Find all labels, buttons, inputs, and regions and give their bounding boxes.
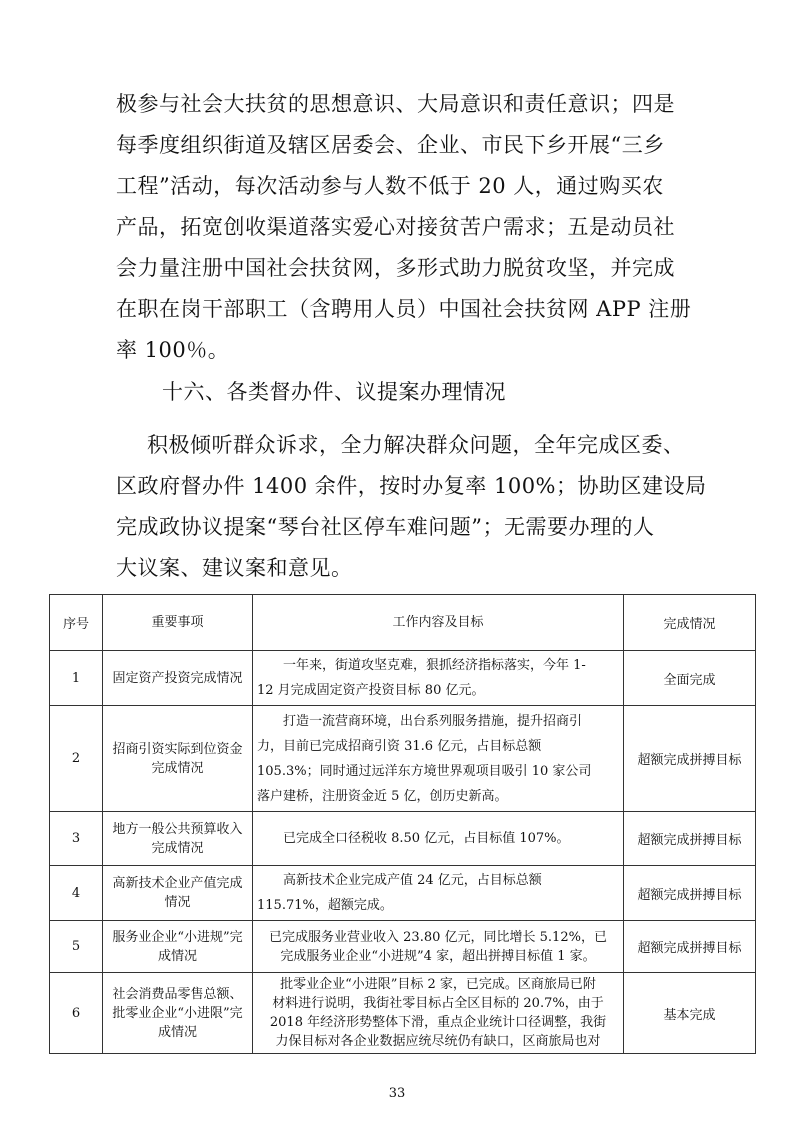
content-line: 力，目前已完成招商引资 31.6 亿元，占目标总额 (257, 738, 542, 754)
cell-content (253, 812, 624, 866)
cell-status: 基本完成 (624, 973, 756, 1054)
cell-item: 招商引资实际到位资金完成情况 (103, 706, 253, 812)
table-row (50, 706, 756, 812)
cell-content (253, 921, 624, 973)
content-line: 已完成全口径税收 8.50 亿元，占目标值 107%。 (283, 831, 570, 846)
cell-item: 社会消费品零售总额、批零业企业“小进限”完成情况 (103, 973, 253, 1054)
key-items-table (49, 594, 756, 1054)
text-line: 大议案、建议案和意见。 (116, 556, 353, 580)
content-line: 高新技术企业完成产值 24 亿元，占目标总额 (283, 873, 542, 888)
cell-no: 4 (50, 866, 103, 921)
content-line: 105.3%；同时通过远洋东方境世界观项目吸引 10 家公司 (257, 763, 592, 779)
cell-item: 高新技术企业产值完成情况 (103, 866, 253, 921)
cell-content (253, 706, 624, 812)
page-number: 33 (388, 1086, 406, 1101)
cell-item: 服务业企业“小进规”完成情况 (103, 921, 253, 973)
cell-content (253, 973, 624, 1054)
content-line: 完成服务业企业“小进规”4 家，超出拼搏目标值 1 家。 (280, 948, 596, 964)
content-line: 打造一流营商环境，出台系列服务措施，提升招商引 (283, 713, 583, 729)
cell-item: 地方一般公共预算收入完成情况 (103, 812, 253, 866)
table-row (50, 973, 756, 1054)
text-line: 极参与社会大扶贫的思想意识、大局意识和责任意识；四是 (116, 92, 675, 116)
content-line: 一年来，街道攻坚克难，狠抓经济指标落实，今年 1- (283, 658, 586, 673)
text-line: 在职在岗干部职工（含聘用人员）中国社会扶贫网 APP 注册 (116, 297, 692, 321)
cell-no: 1 (50, 651, 103, 706)
text-line: 率 100％。 (116, 338, 230, 362)
paragraph-poverty-alleviation (116, 84, 696, 371)
cell-no: 2 (50, 706, 103, 812)
cell-status: 全面完成 (624, 651, 756, 706)
table-row (50, 812, 756, 866)
cell-no: 5 (50, 921, 103, 973)
content-line: 已完成服务业营业收入 23.80 亿元，同比增长 5.12%，已 (269, 929, 607, 945)
cell-status: 超额完成拼搏目标 (624, 921, 756, 973)
text-line: 每季度组织街道及辖区居委会、企业、市民下乡开展“三乡 (116, 133, 665, 157)
text-line: 工程”活动，每次活动参与人数不低于 20 人，通过购买农 (116, 174, 664, 198)
text-line: 积极倾听群众诉求，全力解决群众问题，全年完成区委、 (147, 433, 685, 457)
header-status: 完成情况 (624, 595, 756, 651)
content-line: 力保目标对各企业数据应统尽统仍有缺口，区商旅局也对 (275, 1034, 601, 1049)
text-line: 区政府督办件 1400 余件，按时办复率 100%；协助区建设局 (116, 474, 707, 498)
cell-status: 超额完成拼搏目标 (624, 866, 756, 921)
cell-status: 超额完成拼搏目标 (624, 706, 756, 812)
content-line: 12 月完成固定资产投资目标 80 亿元。 (257, 683, 485, 698)
content-line: 批零业企业“小进限”目标 2 家，已完成。区商旅局已附 (280, 977, 596, 992)
table-row (50, 651, 756, 706)
text-line: 会力量注册中国社会扶贫网，多形式助力脱贫攻坚，并完成 (116, 256, 675, 280)
cell-item: 固定资产投资完成情况 (103, 651, 253, 706)
content-line: 2018 年经济形势整体下滑，重点企业统计口径调整，我街 (269, 1015, 607, 1030)
cell-no: 6 (50, 973, 103, 1054)
header-content: 工作内容及目标 (253, 595, 624, 651)
header-no: 序号 (50, 595, 103, 651)
table-header-row (50, 595, 756, 651)
paragraph-supervision-cases (116, 425, 707, 589)
cell-content (253, 651, 624, 706)
content-line: 材料进行说明，我街社零目标占全区目标的 20.7%，由于 (272, 996, 604, 1011)
cell-status: 超额完成拼搏目标 (624, 812, 756, 866)
text-line: 完成政协议提案“琴台社区停车难问题”；无需要办理的人 (116, 515, 655, 539)
header-item: 重要事项 (103, 595, 253, 651)
table-row (50, 921, 756, 973)
content-line: 落户建桥，注册资金近 5 亿，创历史新高。 (257, 788, 508, 804)
text-line: 产品，拓宽创收渠道落实爱心对接贫苦户需求；五是动员社 (116, 215, 675, 239)
table-row (50, 866, 756, 921)
cell-content (253, 866, 624, 921)
content-line: 115.71%，超额完成。 (257, 898, 393, 913)
section-heading: 十六、各类督办件、议提案办理情况 (162, 380, 506, 404)
cell-no: 3 (50, 812, 103, 866)
